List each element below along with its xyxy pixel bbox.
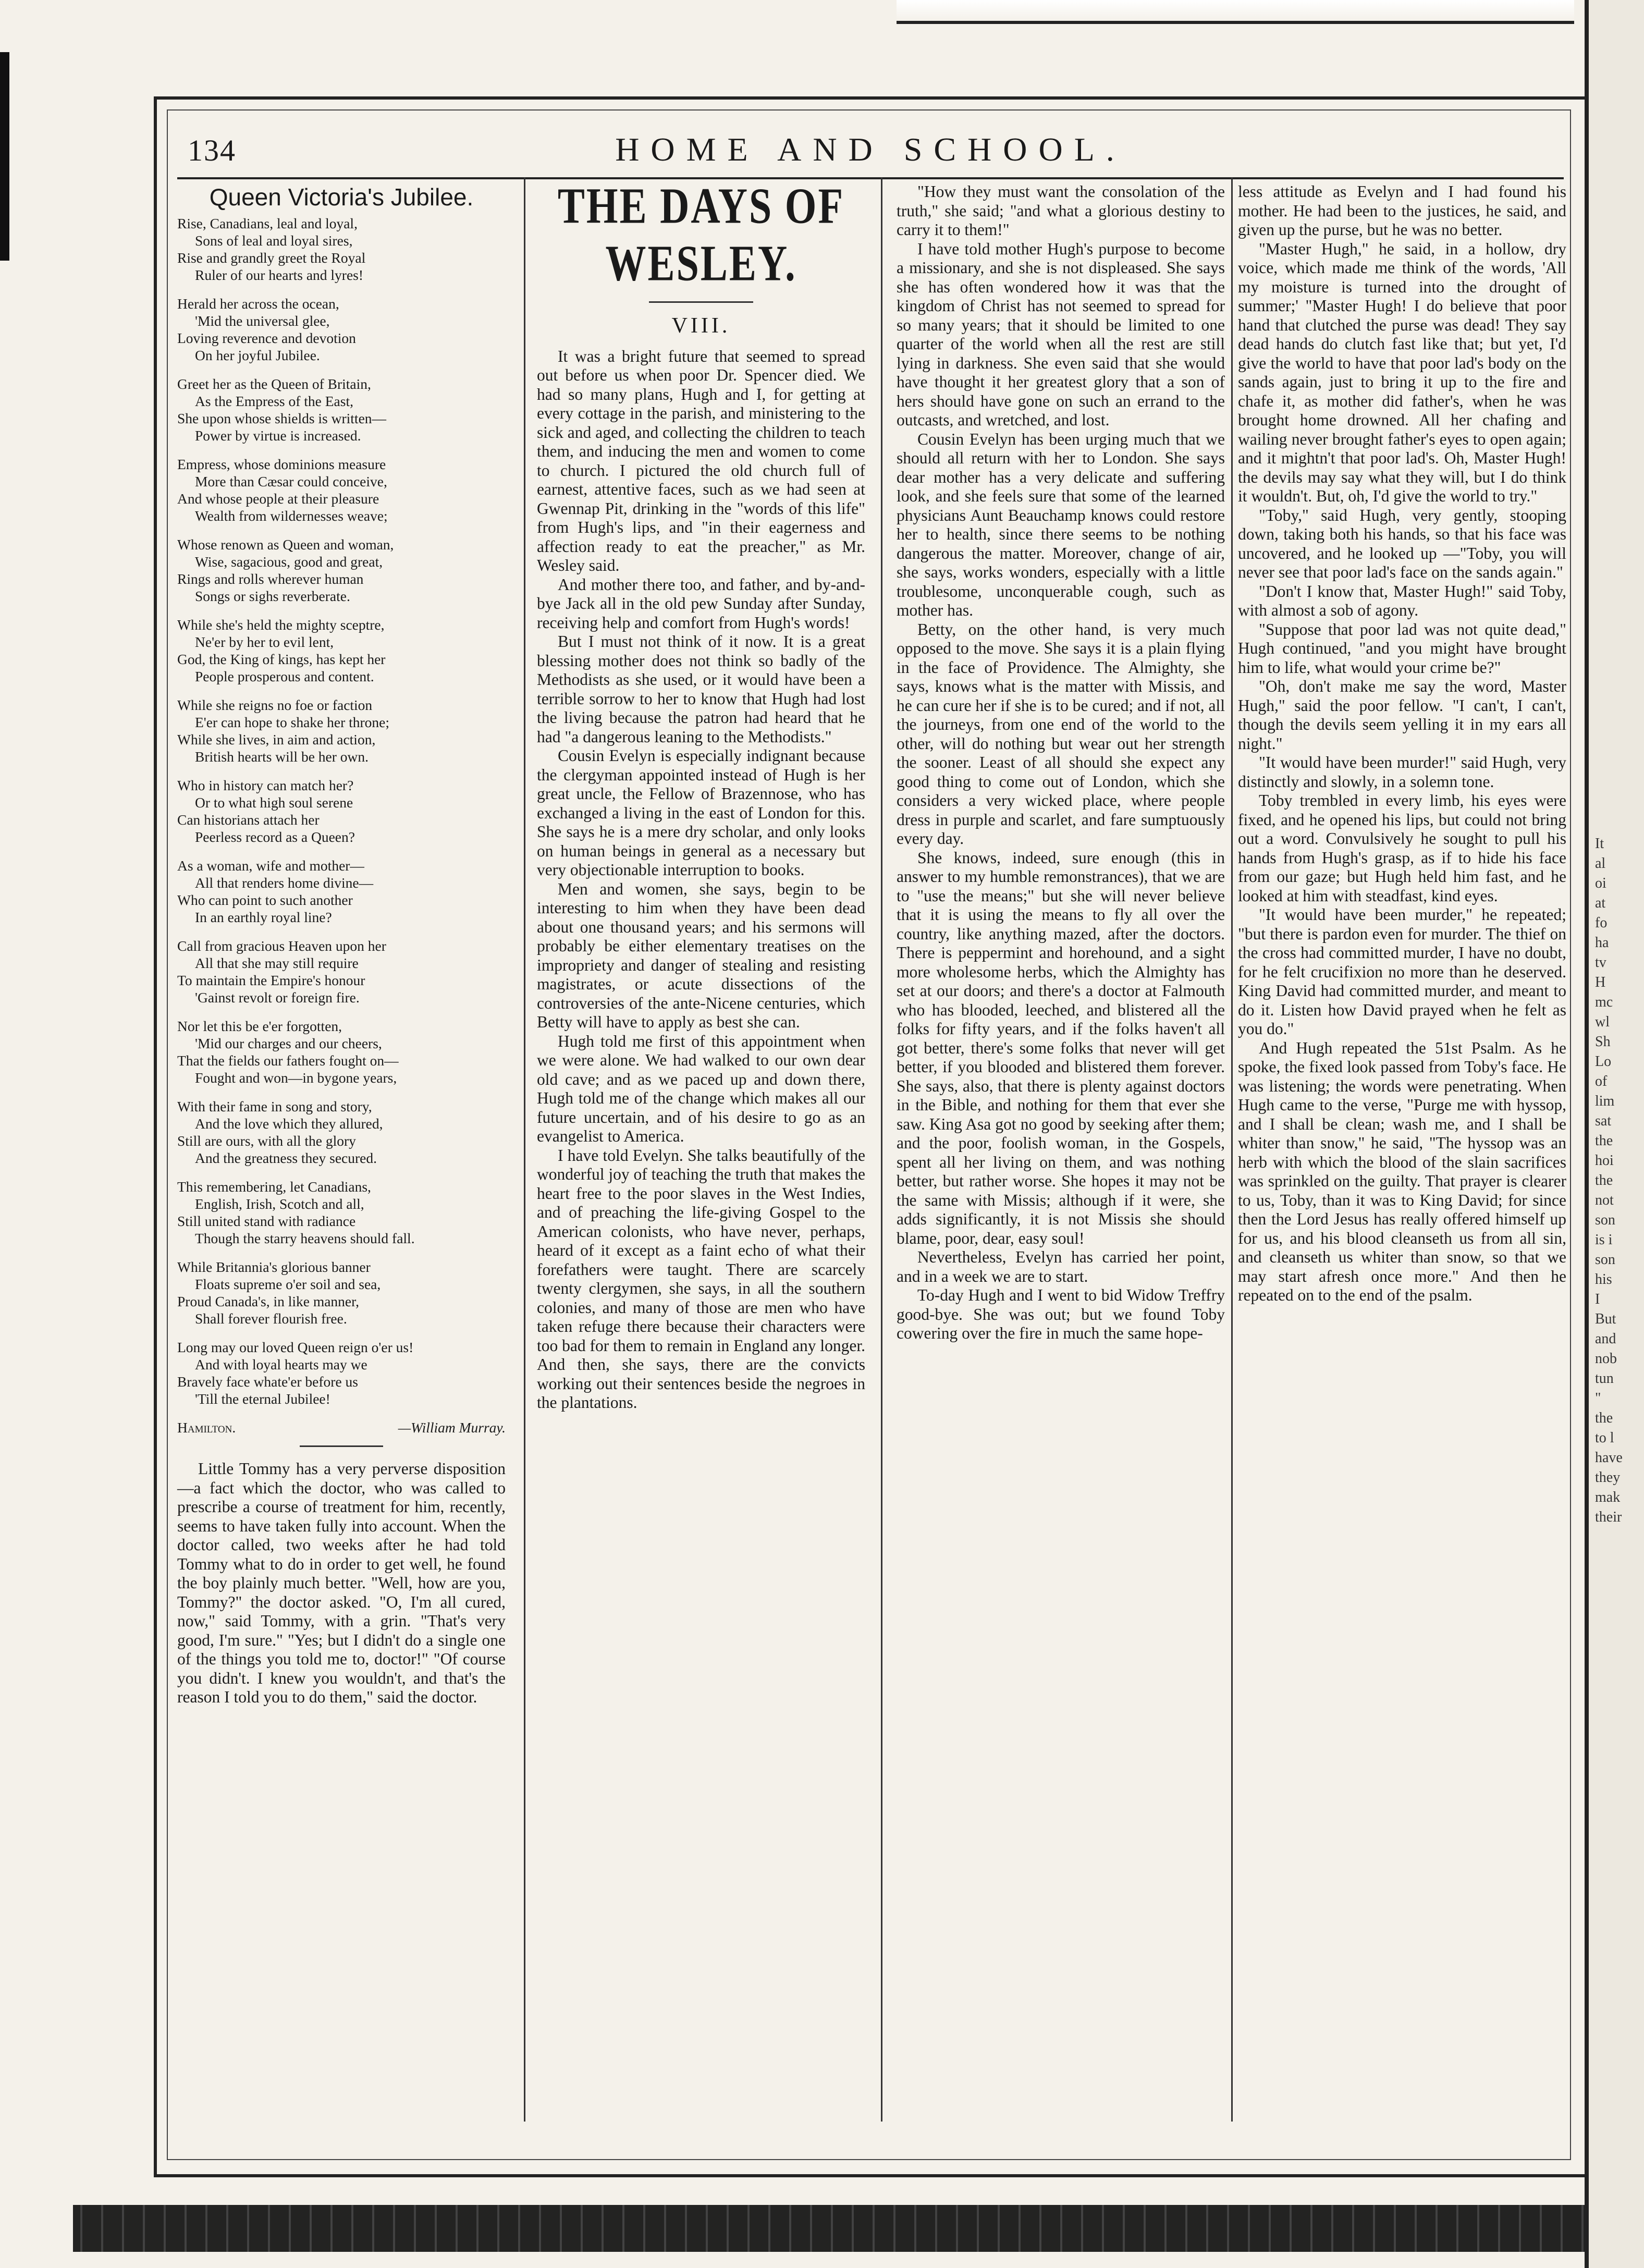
poem-line: With their fame in song and story, xyxy=(177,1098,372,1114)
poem-line: 'Mid our charges and our cheers, xyxy=(195,1035,382,1051)
poem-line: While she's held the mighty sceptre, xyxy=(177,617,385,633)
column-rule xyxy=(524,177,525,2122)
bleed-fragment: sat xyxy=(1595,1113,1612,1129)
bleed-fragment: H xyxy=(1595,974,1606,990)
section-divider xyxy=(300,1445,383,1447)
bleed-fragment: their xyxy=(1595,1509,1622,1525)
poem-line: As the Empress of the East, xyxy=(195,393,353,409)
column-rule xyxy=(1231,177,1233,2122)
poem-line: Wise, sagacious, good and great, xyxy=(195,554,383,570)
story-paragraph: "Don't I know that, Master Hugh!" said Toby, with almost a sob of agony. xyxy=(1238,582,1566,619)
story-paragraph: "Suppose that poor lad was not quite dead," Hugh continued, "and you might have brought him to life, what would your crime be?" xyxy=(1238,620,1566,677)
poem-line: To maintain the Empire's honour xyxy=(177,972,365,988)
bleed-fragment: al xyxy=(1595,855,1606,872)
poem-stanza xyxy=(177,696,506,765)
story-paragraph: "Master Hugh," he said, in a hollow, dry voice, which made me think of the words, 'All my moisture is turned into the drought of summer;' "Master Hugh! I do believe that poor hand that clutched the purse was dead! They say dead hands do clutch fast like that; but yet, I'd give the world to have that poor lad's body on the sands again, just to bring it up to the fire and chafe it, as mother did father's, when he was brought home drowned. All her chafing and wailing never brought father's eyes to open again; and it mightn't that poor lad's. Oh, Master Hugh! the devils may say what they will, but I do think it wouldn't. But, oh, I'd give the world to try." xyxy=(1238,239,1566,505)
scan-bottom-edge xyxy=(73,2205,1585,2252)
poem-line: God, the King of kings, has kept her xyxy=(177,651,386,667)
column-2 xyxy=(537,177,865,1413)
poem-line: In an earthly royal line? xyxy=(195,909,332,925)
adjacent-page-bleed xyxy=(1595,834,1642,1527)
column-rule xyxy=(881,177,882,2122)
poem-line: Rise and grandly greet the Royal xyxy=(177,250,366,266)
scan-top-edge xyxy=(897,0,1574,24)
bleed-fragment: ha xyxy=(1595,935,1609,951)
story-paragraph: "It would have been murder," he repeated; "but there is pardon even for murder. The thief on the cross had committed murder, I have no doubt, for he felt crucifixion no more than he deserved. King David had committed murder, and meant to do it. Listen how David prayed when he felt as you do." xyxy=(1238,905,1566,1038)
bleed-fragment: tv xyxy=(1595,954,1606,971)
column-3 xyxy=(897,182,1225,1343)
poem-line: And whose people at their pleasure xyxy=(177,491,379,507)
poem-line: And the love which they allured, xyxy=(195,1115,383,1132)
poem-line: People prosperous and content. xyxy=(195,668,374,684)
bleed-fragment: have xyxy=(1595,1450,1623,1466)
poem-line: Ruler of our hearts and lyres! xyxy=(195,267,364,283)
story-paragraph: Hugh told me first of this appointment when we were alone. We had walked to our own dear old cave; and as we paced up and down there, Hugh told me of the change which makes all our future uncertain, and of his desire to go as an evangelist to America. xyxy=(537,1032,865,1145)
poem-line: Ne'er by her to evil lent, xyxy=(195,634,334,650)
poem-line: Shall forever flourish free. xyxy=(195,1310,347,1327)
poem-line: Songs or sighs reverberate. xyxy=(195,588,350,604)
story-paragraph: Cousin Evelyn has been urging much that we should all return with her to London. She says dear mother has a very delicate and suffering look, and she feels sure that some of the learned physicians Aunt Beauchamp knows could restore her to health, since there seems to be nothing dangerous the matter. Moreover, change of air, she says, works wonders, especially with a little troublesome, unconquerable cough, such as mother has. xyxy=(897,430,1225,619)
column-1 xyxy=(177,182,506,1707)
poem-line: And the greatness they secured. xyxy=(195,1150,377,1166)
story-paragraph: She knows, indeed, sure enough (this in answer to my humble remonstrances), that we are to "use the means;" but she will never believe that it is using the means to fly all over the country, like anything mazed, after the doctors. There is peppermint and horehound, and a sight more wholesome herbs, which the Almighty has set at our doors; and there's a doctor at Falmouth who has blooded, leeched, and blistered all the folks for fifty years, and if the folks haven't all got better, there's some folks that never will get better, if you blooded and blistered them forever. She says, also, that there is plenty against doctors in the Bible, and nothing for them that ever she saw. King Asa got no good by seeking after them; and the poor, foolish woman, in the Gospels, spent all her living on them, and was nothing better, but rather worse. She hopes it may not be the same with Missis; although if it were, she adds significantly, it is not Missis she should blame, poor, dear, easy soul! xyxy=(897,848,1225,1247)
poem-line: Wealth from wildernesses weave; xyxy=(195,508,388,524)
poem-line: Proud Canada's, in like manner, xyxy=(177,1293,360,1309)
bleed-fragment: wl xyxy=(1595,1014,1610,1030)
bleed-fragment: mak xyxy=(1595,1489,1621,1505)
story-paragraph: I have told Evelyn. She talks beautifully of the wonderful joy of teaching the truth that makes the heart free to the poor slaves in the West Indies, and of preaching the life-giving Gospel to the American colonists, who have never, perhaps, heard of it except as a faint echo of what their forefathers were taught. There are scarcely twenty clergymen, she says, in all the southern colonies, and many of those are men who have taken refuge there because their characters were too bad for them to remain in England any longer. And then, she says, there are the convicts working out their sentences beside the negroes in the plantations. xyxy=(537,1146,865,1412)
poem-line: Or to what high soul serene xyxy=(195,794,353,811)
bleed-fragment: to l xyxy=(1595,1430,1614,1446)
story-paragraph: less attitude as Evelyn and I had found his mother. He had been to the justices, he said, and given up the purse, but he was no better. xyxy=(1238,182,1566,239)
poem-line: English, Irish, Scotch and all, xyxy=(195,1196,364,1212)
poem-line: While she reigns no foe or faction xyxy=(177,697,373,713)
bleed-fragment: It xyxy=(1595,836,1604,852)
poem-stanza xyxy=(177,456,506,524)
poem-line: Floats supreme o'er soil and sea, xyxy=(195,1276,381,1292)
poem-line: 'Mid the universal glee, xyxy=(195,313,330,329)
story-paragraph: Men and women, she says, begin to be interesting to him when they have been dead about one thousand years; and his sermons will probably be either elementary treatises on the impropriety and danger of stealing and resisting magistrates, or acute dissections of the controversies of the ante-Nicene centuries, which Betty will have to apply as best she can. xyxy=(537,879,865,1031)
poem-line: Long may our loved Queen reign o'er us! xyxy=(177,1339,414,1355)
poem-stanza xyxy=(177,1258,506,1327)
story-paragraph: "It would have been murder!" said Hugh, very distinctly and slowly, in a solemn tone. xyxy=(1238,753,1566,791)
bleed-fragment: the xyxy=(1595,1172,1613,1188)
poem-line: Loving reverence and devotion xyxy=(177,330,356,346)
poem-line: 'Till the eternal Jubilee! xyxy=(195,1391,330,1407)
poem-stanza xyxy=(177,1017,506,1086)
bleed-fragment: hoi xyxy=(1595,1153,1614,1169)
poem-line: E'er can hope to shake her throne; xyxy=(195,714,389,730)
story-text-col3 xyxy=(897,182,1225,1343)
poem-stanza xyxy=(177,215,506,284)
poem-line: Power by virtue is increased. xyxy=(195,427,361,444)
poem-stanza xyxy=(177,616,506,685)
bleed-fragment: not xyxy=(1595,1192,1614,1208)
running-head: HOME AND SCHOOL. xyxy=(615,131,1126,168)
poem-stanza xyxy=(177,1098,506,1167)
bleed-fragment: is i xyxy=(1595,1232,1613,1248)
poem-line: Still united stand with radiance xyxy=(177,1213,356,1229)
poem-line: Who in history can match her? xyxy=(177,777,354,793)
poem-author: —William Murray. xyxy=(398,1419,506,1436)
title-divider xyxy=(649,301,753,303)
poem-line: As a woman, wife and mother— xyxy=(177,857,364,874)
poem-line: Empress, whose dominions measure xyxy=(177,456,386,472)
story-text-col4 xyxy=(1238,182,1566,1305)
bleed-fragment: tun xyxy=(1595,1370,1614,1387)
poem-body xyxy=(177,215,506,1407)
poem-line: And with loyal hearts may we xyxy=(195,1356,367,1372)
story-paragraph: "Toby," said Hugh, very gently, stooping down, taking both his hands, so that his face was uncovered, and he looked up —"Toby, you will never see that poor lad's face on the sands again." xyxy=(1238,506,1566,581)
story-title: THE DAYS OF WESLEY. xyxy=(557,177,845,291)
bleed-fragment: Sh xyxy=(1595,1034,1611,1050)
poem-stanza xyxy=(177,295,506,364)
poem-line: Fought and won—in bygone years, xyxy=(195,1070,397,1086)
poem-stanza xyxy=(177,536,506,605)
bleed-fragment: " xyxy=(1595,1390,1601,1406)
bleed-fragment: of xyxy=(1595,1073,1608,1089)
poem-stanza xyxy=(177,857,506,926)
poem-stanza xyxy=(177,1178,506,1247)
story-paragraph: But I must not think of it now. It is a great blessing mother does not think so badly of the Methodists as she used, or it would have been a terrible sorrow to her to know that Hugh had lost the living because the patron had heard that he had "a dangerous leaning to the Methodists." xyxy=(537,632,865,746)
column-4 xyxy=(1238,182,1566,1305)
bleed-fragment: the xyxy=(1595,1410,1613,1426)
story-paragraph: Cousin Evelyn is especially indignant because the clergyman appointed instead of Hugh is her great uncle, the Fellow of Brazennose, who has exchanged a living in the east of London for this. She says he is a mere dry scholar, and only looks on human beings in general as a necessary but very objectionable interruption to books. xyxy=(537,746,865,879)
bleed-fragment: lim xyxy=(1595,1093,1615,1109)
poem-line: Who can point to such another xyxy=(177,892,353,908)
poem-line: Can historians attach her xyxy=(177,812,320,828)
poem-line: Call from gracious Heaven upon her xyxy=(177,938,386,954)
story-paragraph: Toby trembled in every limb, his eyes were fixed, and he opened his lips, but could not bring out a word. Convulsively he sought to pull his hands from Hugh's grasp, as if to hide his face from our gaze; but Hugh held him fast, and he looked at him with steadfast, kind eyes. xyxy=(1238,791,1566,905)
story-paragraph: "How they must want the consolation of the truth," she said; "and what a glorious destiny to carry it to them!" xyxy=(897,182,1225,239)
poem-stanza xyxy=(177,1339,506,1407)
story-paragraph: To-day Hugh and I went to bid Widow Treffry good-bye. She was out; but we found Toby cowering over the fire in much the same hope- xyxy=(897,1286,1225,1342)
poem-line: That the fields our fathers fought on— xyxy=(177,1052,399,1069)
bleed-fragment: nob xyxy=(1595,1351,1617,1367)
poem-line: Though the starry heavens should fall. xyxy=(195,1230,415,1246)
story-paragraph: Nevertheless, Evelyn has carried her point, and in a week we are to start. xyxy=(897,1248,1225,1285)
bleed-fragment: mc xyxy=(1595,994,1613,1010)
poem-place: Hamilton. xyxy=(177,1419,236,1436)
bleed-fragment: at xyxy=(1595,895,1606,911)
poem-line: While she lives, in aim and action, xyxy=(177,731,376,747)
poem-line: Bravely face whate'er before us xyxy=(177,1374,358,1390)
bleed-fragment: the xyxy=(1595,1133,1613,1149)
page-header xyxy=(177,120,1564,179)
poem-line: Nor let this be e'er forgotten, xyxy=(177,1018,342,1034)
bleed-fragment: oi xyxy=(1595,875,1606,891)
bleed-fragment: his xyxy=(1595,1271,1612,1288)
story-paragraph: "Oh, don't make me say the word, Master Hugh," said the poor fellow. "I can't, I can't, though the devils seem yelling it in my ears all night." xyxy=(1238,677,1566,753)
poem-line: Sons of leal and loyal sires, xyxy=(195,232,353,249)
poem-line: She upon whose shields is written— xyxy=(177,410,387,426)
poem-line: This remembering, let Canadians, xyxy=(177,1179,371,1195)
poem-line: Greet her as the Queen of Britain, xyxy=(177,376,371,392)
story-paragraph: And mother there too, and father, and by-and-bye Jack all in the old pew Sunday after Sunday, receiving help and comfort from Hugh's words! xyxy=(537,575,865,632)
scan-edge-shadow xyxy=(0,52,9,261)
bleed-fragment: and xyxy=(1595,1331,1616,1347)
story-paragraph: And Hugh repeated the 51st Psalm. As he spoke, the fixed look passed from Toby's face. He was listening; the words were penetrating. When Hugh came to the verse, "Purge me with hyssop, and I shall be clean; wash me, and I shall be whiter than snow," he said, "The hyssop was an herb with which the blood of the slain sacrifices was sprinkled on the guilty. That prayer is clearer to us, Toby, than it was to King David; for since then the Lord Jesus has really offered himself up for us, and his blood cleanseth us from all sin, and cleanseth us whiter than snow, so that we may start afresh once more." And then he repeated on to the end of the psalm. xyxy=(1238,1038,1566,1304)
poem-signature xyxy=(177,1419,506,1436)
poem-stanza xyxy=(177,937,506,1006)
poem-line: Still are ours, with all the glory xyxy=(177,1133,356,1149)
bleed-fragment: son xyxy=(1595,1252,1615,1268)
anecdote-paragraph: Little Tommy has a very perverse disposition—a fact which the doctor, who was called to prescribe a course of treatment for him, recently, seems to have taken fully into account. When the doctor called, two weeks after he had told Tommy what to do in order to get well, he found the boy plainly much better. "Well, how are you, Tommy?" the doctor asked. "O, I'm all cured, now," said Tommy, with a grin. "That's very good, I'm sure." "Yes; but I didn't do a single one of the things you told me to, doctor!" "Of course you didn't. I knew you wouldn't, and that's the reason I told you to do them," said the doctor. xyxy=(177,1460,506,1706)
poem-line: On her joyful Jubilee. xyxy=(195,347,320,363)
poem-line: 'Gainst revolt or foreign fire. xyxy=(195,989,360,1006)
poem-line: More than Cæsar could conceive, xyxy=(195,473,387,489)
bleed-fragment: But xyxy=(1595,1311,1616,1327)
poem-line: Rings and rolls wherever human xyxy=(177,571,364,587)
story-paragraph: Betty, on the other hand, is very much opposed to the move. She says it is a plain flying in the face of Providence. The Almighty, she says, knows what is the matter with Missis, and he can cure her if she is to be cured; and if not, all the journeys, from one end of the world to the other, will do nothing but wear out her strength the sooner. Least of all should she expect any good thing to come out of London, which she considers a very wicked place, where people dress in purple and scarlet, and fare sumptuously every day. xyxy=(897,620,1225,848)
bleed-fragment: fo xyxy=(1595,915,1608,931)
poem-line: British hearts will be her own. xyxy=(195,749,369,765)
poem-stanza xyxy=(177,375,506,444)
bleed-fragment: I xyxy=(1595,1291,1600,1307)
poem-line: All that she may still require xyxy=(195,955,359,971)
poem-stanza xyxy=(177,777,506,845)
story-paragraph: It was a bright future that seemed to spread out before us when poor Dr. Spencer died. We had so many plans, Hugh and I, for getting at every cottage in the parish, and ministering to the sick and aged, and collecting the children to teach them, and inducing the men and women to come to church. I pictured the old church full of earnest, attentive faces, such as we had seen at Gwennap Pit, drinking in the "words of this life" from Hugh's lips, and "in their eagerness and affection ready to eat the preacher," as Mr. Wesley said. xyxy=(537,347,865,574)
page-number: 134 xyxy=(188,133,236,167)
poem-line: While Britannia's glorious banner xyxy=(177,1259,371,1275)
poem-line: Rise, Canadians, leal and loyal, xyxy=(177,215,358,231)
bleed-fragment: Lo xyxy=(1595,1053,1612,1070)
poem-line: Herald her across the ocean, xyxy=(177,296,339,312)
bleed-fragment: son xyxy=(1595,1212,1615,1228)
poem-line: Peerless record as a Queen? xyxy=(195,829,355,845)
story-text-col2 xyxy=(537,347,865,1413)
poem-line: All that renders home divine— xyxy=(195,875,374,891)
chapter-number: VIII. xyxy=(671,314,731,338)
story-paragraph: I have told mother Hugh's purpose to become a missionary, and she is not displeased. She says she has often wondered how it was that the kingdom of Christ has not seemed to spread for so many years; that it should be limited to one quarter of the world when all the rest are still lying in darkness. She even said that she would have thought it her greatest glory that a son of hers should have gone on such an errand to the outcasts, and wretched, and lost. xyxy=(897,239,1225,429)
anecdote-body xyxy=(177,1460,506,1707)
poem-title: Queen Victoria's Jubilee. xyxy=(209,183,474,211)
poem-line: Whose renown as Queen and woman, xyxy=(177,536,394,553)
bleed-fragment: they xyxy=(1595,1469,1621,1486)
